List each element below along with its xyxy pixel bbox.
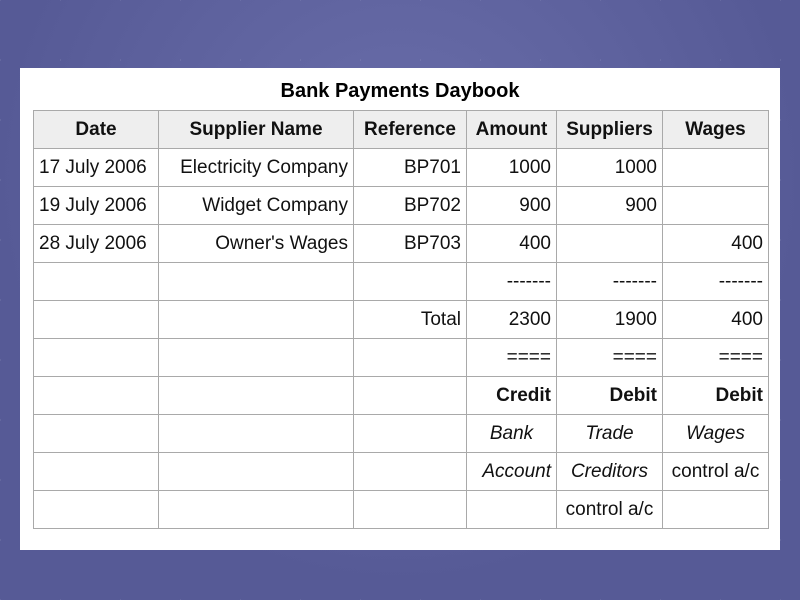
cell-wages-double-rule: ==== [663, 339, 769, 377]
cell-wages: 400 [663, 225, 769, 263]
cell-suppliers-account: Trade [557, 415, 663, 453]
cell-reference [354, 377, 467, 415]
cell-wages [663, 187, 769, 225]
cell-supplier-name [159, 339, 354, 377]
header-reference: Reference [354, 111, 467, 149]
cell-reference: BP703 [354, 225, 467, 263]
header-supplier-name: Supplier Name [159, 111, 354, 149]
cell-supplier-name: Owner's Wages [159, 225, 354, 263]
cell-wages-account: control a/c [663, 453, 769, 491]
cell-wages-side: Debit [663, 377, 769, 415]
cell-supplier-name [159, 415, 354, 453]
cell-suppliers: 900 [557, 187, 663, 225]
table-row [34, 149, 769, 187]
cell-reference [354, 453, 467, 491]
cell-wages-account: Wages [663, 415, 769, 453]
account-name-row [34, 453, 769, 491]
cell-supplier-name: Widget Company [159, 187, 354, 225]
cell-reference [354, 415, 467, 453]
slide-panel [20, 68, 780, 550]
table-row [34, 187, 769, 225]
cell-wages-rule: ------- [663, 263, 769, 301]
cell-date: 17 July 2006 [34, 149, 159, 187]
table-row [34, 339, 769, 377]
cell-supplier-name [159, 377, 354, 415]
cell-total-label: Total [354, 301, 467, 339]
cell-reference: BP702 [354, 187, 467, 225]
posting-side-row [34, 377, 769, 415]
cell-wages [663, 149, 769, 187]
header-wages: Wages [663, 111, 769, 149]
cell-date [34, 491, 159, 529]
account-name-row [34, 415, 769, 453]
cell-supplier-name [159, 301, 354, 339]
cell-amount: 1000 [467, 149, 557, 187]
cell-amount-account: Account [467, 453, 557, 491]
header-suppliers: Suppliers [557, 111, 663, 149]
cell-date [34, 339, 159, 377]
cell-date [34, 301, 159, 339]
cell-suppliers-account: control a/c [557, 491, 663, 529]
cell-supplier-name: Electricity Company [159, 149, 354, 187]
cell-amount: 400 [467, 225, 557, 263]
cell-reference [354, 339, 467, 377]
header-date: Date [34, 111, 159, 149]
cell-supplier-name [159, 491, 354, 529]
cell-suppliers-account: Creditors [557, 453, 663, 491]
cell-total-suppliers: 1900 [557, 301, 663, 339]
cell-amount-account [467, 491, 557, 529]
header-row [34, 111, 769, 149]
cell-amount-side: Credit [467, 377, 557, 415]
cell-reference: BP701 [354, 149, 467, 187]
table-row [34, 263, 769, 301]
total-row [34, 301, 769, 339]
cell-reference [354, 263, 467, 301]
daybook-title: Bank Payments Daybook [280, 80, 520, 102]
cell-date [34, 263, 159, 301]
cell-total-amount: 2300 [467, 301, 557, 339]
cell-amount-rule: ------- [467, 263, 557, 301]
cell-date [34, 453, 159, 491]
cell-date [34, 415, 159, 453]
cell-amount: 900 [467, 187, 557, 225]
cell-date: 28 July 2006 [34, 225, 159, 263]
account-name-row [34, 491, 769, 529]
cell-total-wages: 400 [663, 301, 769, 339]
cell-date [34, 377, 159, 415]
bank-payments-daybook-table [33, 110, 769, 529]
cell-supplier-name [159, 453, 354, 491]
cell-amount-account: Bank [467, 415, 557, 453]
cell-reference [354, 491, 467, 529]
cell-suppliers-side: Debit [557, 377, 663, 415]
cell-supplier-name [159, 263, 354, 301]
cell-suppliers-rule: ------- [557, 263, 663, 301]
cell-date: 19 July 2006 [34, 187, 159, 225]
cell-wages-account [663, 491, 769, 529]
table-row [34, 225, 769, 263]
cell-amount-double-rule: ==== [467, 339, 557, 377]
cell-suppliers: 1000 [557, 149, 663, 187]
cell-suppliers [557, 225, 663, 263]
header-amount: Amount [467, 111, 557, 149]
cell-suppliers-double-rule: ==== [557, 339, 663, 377]
